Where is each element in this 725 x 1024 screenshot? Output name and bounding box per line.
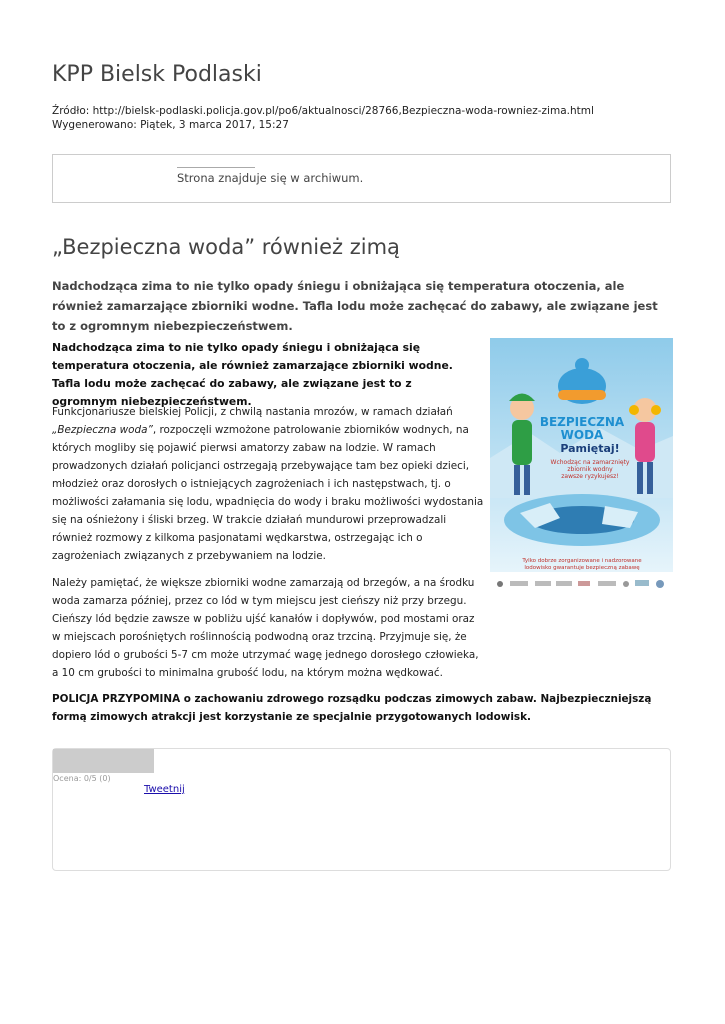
archive-text: Strona znajduje się w archiwum. — [177, 171, 364, 185]
rating-panel — [52, 748, 671, 871]
generated-date: Wygenerowano: Piątek, 3 marca 2017, 15:27 — [52, 119, 289, 131]
rating-text: Ocena: 0/5 (0) — [53, 774, 111, 783]
article-paragraph-1 — [52, 403, 484, 565]
tweet-link[interactable]: Tweetnij — [144, 784, 185, 795]
poster-headline-2: WODA — [560, 428, 604, 442]
article-paragraph-2: Należy pamiętać, że większe zbiorniki wodne zamarzają od brzegów, a na środku woda zamarza później, przez co lód w tym miejscu jest cieńszy niż przy brzegu. Cieńszy lód będzie zawsze w pobliżu ujść kanałów i dopływów, pod mostami oraz w miejscach porośniętych roślinnością podwodną oraz trzciną. Przyjmuje się, że dopiero lód o grubości 5-7 cm może utrzymać wagę jednego dorosłego człowieka, a 10 cm grubości to minimalna grubość lodu, na którym można wędkować. — [52, 577, 479, 679]
poster-warning-1: Wchodząc na zamarznięty — [550, 459, 630, 466]
archive-notice — [52, 154, 671, 203]
site-title: KPP Bielsk Podlaski — [52, 62, 262, 87]
campaign-name: „Bezpieczna woda” — [52, 424, 153, 436]
document-meta — [52, 104, 594, 132]
archive-divider — [177, 167, 255, 168]
p1-text-start: Funkcjonariusze bielskiej Policji, z chwilą nastania mrozów, w ramach działań — [52, 406, 453, 418]
rating-stars[interactable] — [53, 749, 154, 773]
poster-warning-3: zawsze ryzykujesz! — [561, 473, 619, 480]
poster-headline-1: BEZPIECZNA — [539, 415, 625, 429]
poster-remember: Pamiętaj! — [560, 442, 620, 455]
poster-warning-2: zbiornik wodny — [567, 466, 613, 473]
article-intro: Nadchodząca zima to nie tylko opady śniegu i obniżająca się temperatura otoczenia, ale również zamarzające zbiorniki wodne. Tafla lodu może zachęcać do zabawy, ale związane jest to z ogromnym niebezpieczeństwem. — [52, 341, 453, 408]
p1-text-end: , rozpoczęli wzmożone patrolowanie zbiorników wodnych, na których mogliby się pojawić pierwsi amatorzy zabaw na lodzie. W ramach prowadzonych działań policjanci ostrzegają przebywające tam bez opieki dzieci, młodzież oraz dorosłych o istniejących zagrożeniach i ich następstwach, tj. o możliwości załamania się lodu, wpadnięcia do wody i braku możliwości wydostania się na ośnieżony i śliski brzeg. W trakcie działań mundurowi przeprowadzali również rozmowy z kilkoma pasjonatami wędkarstwa, ostrzegając ich o zagrożeniach związanych z przebywaniem na lodzie. — [52, 424, 484, 562]
source-url: Źródło: http://bielsk-podlaski.policja.gov.pl/po6/aktualnosci/28766,Bezpieczna-woda-rowniez-zima.html — [52, 105, 594, 117]
partner-logos — [490, 574, 673, 600]
poster-footer-1: Tylko dobrze zorganizowane i nadzorowane — [522, 558, 642, 564]
article-title: „Bezpieczna woda” również zimą — [52, 235, 400, 259]
poster-footer-2: lodowisko gwarantuje bezpieczną zabawę — [524, 565, 640, 571]
campaign-poster — [490, 338, 673, 600]
scarf — [558, 390, 606, 400]
article-lead: Nadchodząca zima to nie tylko opady śniegu i obniżająca się temperatura otoczenia, ale również zamarzające zbiorniki wodne. Tafla lodu może zachęcać do zabawy, ale związane jest to z ogromnym niebezpieczeństwem. — [52, 279, 658, 333]
article-paragraph-3: POLICJA PRZYPOMINA o zachowaniu zdrowego rozsądku podczas zimowych zabaw. Najbezpieczniejszą formą zimowych atrakcji jest korzystanie ze specjalnie przygotowanych lodowisk. — [52, 693, 652, 723]
